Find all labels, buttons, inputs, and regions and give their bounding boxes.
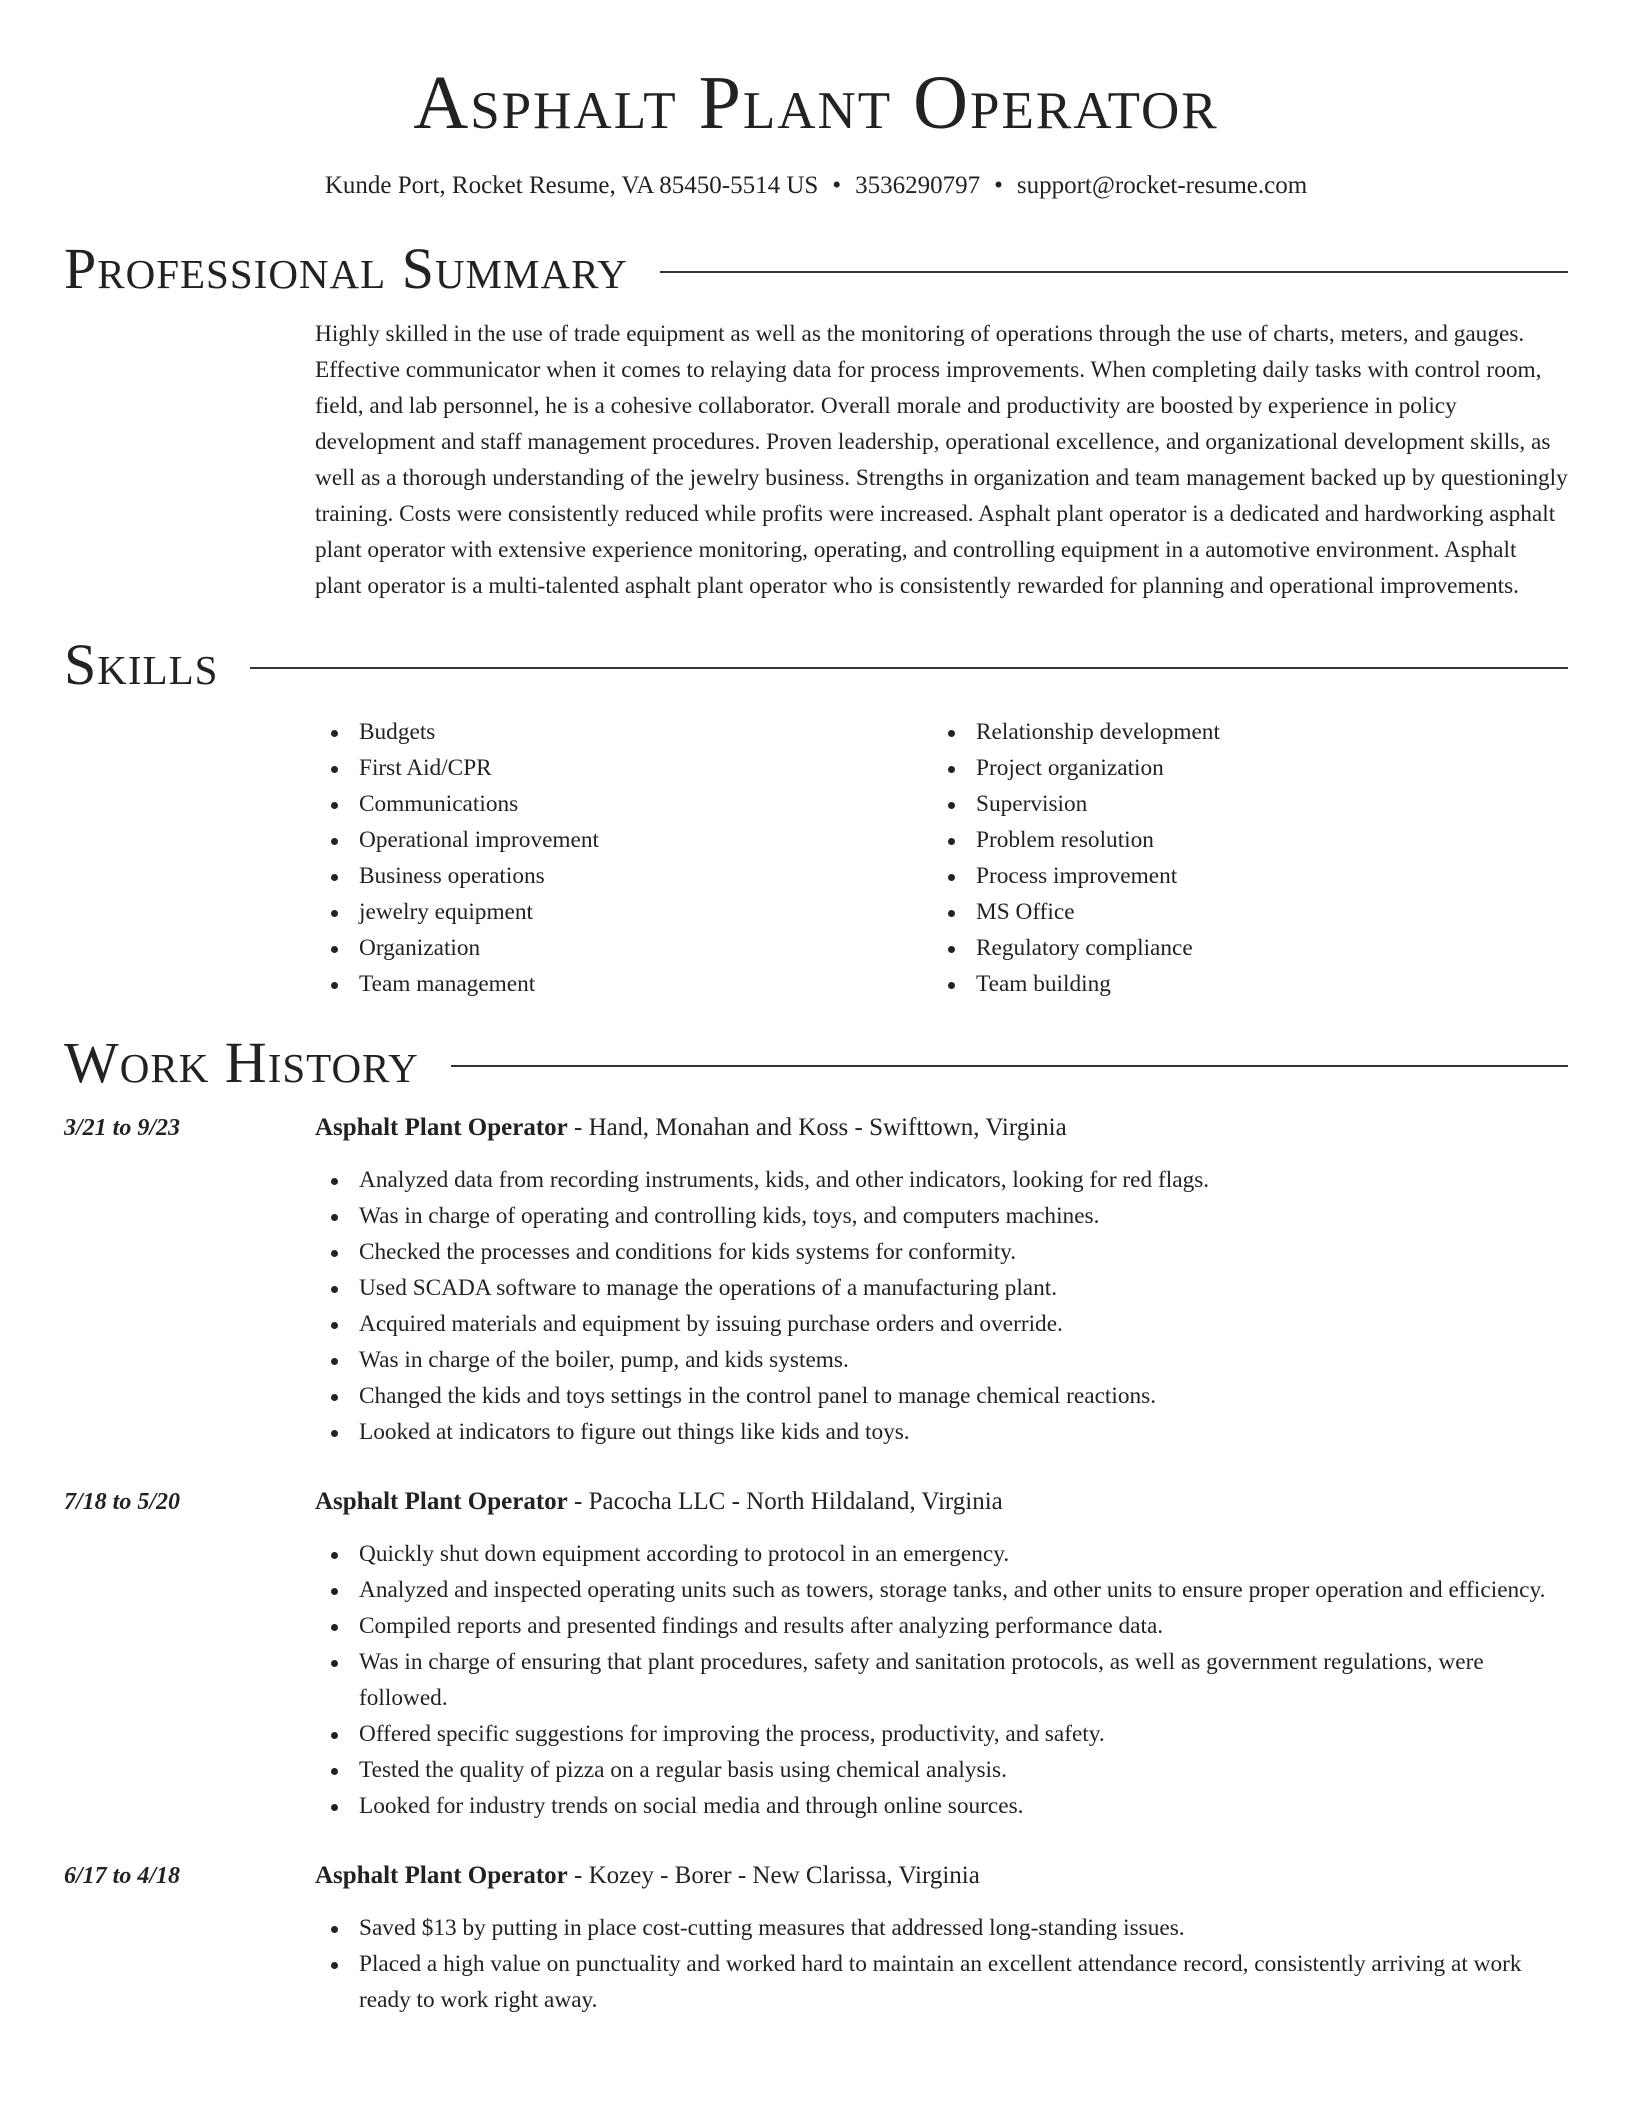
job-duty-item: Quickly shut down equipment according to protocol in an emergency. [315,1536,1568,1572]
job-duties [315,1910,1568,2018]
job-duty-item: Placed a high value on punctuality and worked hard to maintain an excellent attendance record, consistently arriving at work ready to work right away. [315,1946,1568,2018]
summary-text: Highly skilled in the use of trade equipment as well as the monitoring of operations through the use of charts, meters, and gauges. Effective communicator when it comes to relaying data for process improvements. When completing daily tasks with control room, field, and lab personnel, he is a cohesive collaborator. Overall morale and productivity are boosted by experience in policy development and staff management procedures. Proven leadership, operational excellence, and organizational development skills, as well as a thorough understanding of the jewelry business. Strengths in organization and team management backed up by questioningly training. Costs were consistently reduced while profits were increased. Asphalt plant operator is a dedicated and hardworking asphalt plant operator with extensive experience monitoring, operating, and controlling equipment in a automotive environment. Asphalt plant operator is a multi-talented asphalt plant operator who is consistently rewarded for planning and operational improvements. [315,321,1568,599]
job-duties [315,1536,1568,1824]
job-duty-item: Analyzed data from recording instruments, kids, and other indicators, looking for red flags. [315,1162,1568,1198]
resume-name: Asphalt Plant Operator [413,61,1219,145]
job-entry [64,1484,1568,1824]
contact-separator: • [832,172,842,199]
job-dates: 6/17 to 4/18 [64,1863,181,1889]
skill-item: Communications [315,786,932,822]
contact-separator: • [994,172,1003,199]
skill-item: Regulatory compliance [932,930,1549,966]
skill-item: Organization [315,930,932,966]
skills-column-left [315,714,932,1002]
contact-phone: 3536290797 [855,172,981,199]
work-heading: Work History [64,1030,419,1095]
skill-item: Problem resolution [932,822,1549,858]
summary-section-header [64,236,1568,302]
skill-item: Operational improvement [315,822,932,858]
section-divider [451,1065,1568,1067]
work-section-header [64,1030,1568,1096]
job-title-line [315,1484,1568,1520]
skill-item: jewelry equipment [315,894,932,930]
job-title-line [315,1858,1568,1894]
resume-page [64,0,1568,2018]
job-duty-item: Changed the kids and toys settings in the control panel to manage chemical reactions. [315,1378,1568,1414]
job-duty-item: Checked the processes and conditions for kids systems for conformity. [315,1234,1568,1270]
skill-item: Budgets [315,714,932,750]
section-divider [250,667,1568,669]
job-title: Asphalt Plant Operator [315,1862,568,1889]
job-employer: - Pacocha LLC - North Hildaland, Virginia [567,1488,1003,1515]
job-duty-item: Was in charge of ensuring that plant procedures, safety and sanitation protocols, as well as government regulations, were followed. [315,1644,1568,1716]
skill-item: Relationship development [932,714,1549,750]
job-duties [315,1162,1568,1450]
skill-item: Process improvement [932,858,1549,894]
skill-item: Supervision [932,786,1549,822]
job-employer: - Hand, Monahan and Koss - Swifttown, Virginia [567,1114,1067,1141]
job-body [315,1110,1568,1450]
skill-item: First Aid/CPR [315,750,932,786]
skills-heading: Skills [64,632,219,697]
skill-item: MS Office [932,894,1549,930]
job-entry [64,1110,1568,1450]
summary-heading: Professional Summary [64,236,628,301]
job-body [315,1484,1568,1824]
contact-email: support@rocket-resume.com [1016,172,1308,199]
skills-list [315,714,1568,1002]
job-entry [64,1858,1568,2018]
job-duty-item: Used SCADA software to manage the operations of a manufacturing plant. [315,1270,1568,1306]
job-duty-item: Offered specific suggestions for improving the process, productivity, and safety. [315,1716,1568,1752]
job-title: Asphalt Plant Operator [315,1114,568,1141]
contact-address: Kunde Port, Rocket Resume, VA 85450-5514 US [324,172,819,199]
job-employer: - Kozey - Borer - New Clarissa, Virginia [567,1862,980,1889]
job-duty-item: Tested the quality of pizza on a regular basis using chemical analysis. [315,1752,1568,1788]
job-duty-item: Looked for industry trends on social media and through online sources. [315,1788,1568,1824]
skill-item: Team building [932,966,1549,1002]
skill-item: Business operations [315,858,932,894]
job-duty-item: Compiled reports and presented findings and results after analyzing performance data. [315,1608,1568,1644]
job-dates: 3/21 to 9/23 [64,1115,181,1141]
job-dates: 7/18 to 5/20 [64,1489,181,1515]
job-duty-item: Analyzed and inspected operating units such as towers, storage tanks, and other units to ensure proper operation and efficiency. [315,1572,1568,1608]
job-duty-item: Saved $13 by putting in place cost-cutting measures that addressed long-standing issues. [315,1910,1568,1946]
skills-column-right [932,714,1549,1002]
job-duty-item: Was in charge of the boiler, pump, and kids systems. [315,1342,1568,1378]
contact-line [64,170,1568,202]
skill-item: Project organization [932,750,1549,786]
job-duty-item: Looked at indicators to figure out things like kids and toys. [315,1414,1568,1450]
job-duty-item: Acquired materials and equipment by issuing purchase orders and override. [315,1306,1568,1342]
job-body [315,1858,1568,2018]
job-title-line [315,1110,1568,1146]
section-divider [660,271,1568,273]
skill-item: Team management [315,966,932,1002]
job-duty-item: Was in charge of operating and controlling kids, toys, and computers machines. [315,1198,1568,1234]
job-title: Asphalt Plant Operator [315,1488,568,1515]
skills-section-header [64,632,1568,698]
